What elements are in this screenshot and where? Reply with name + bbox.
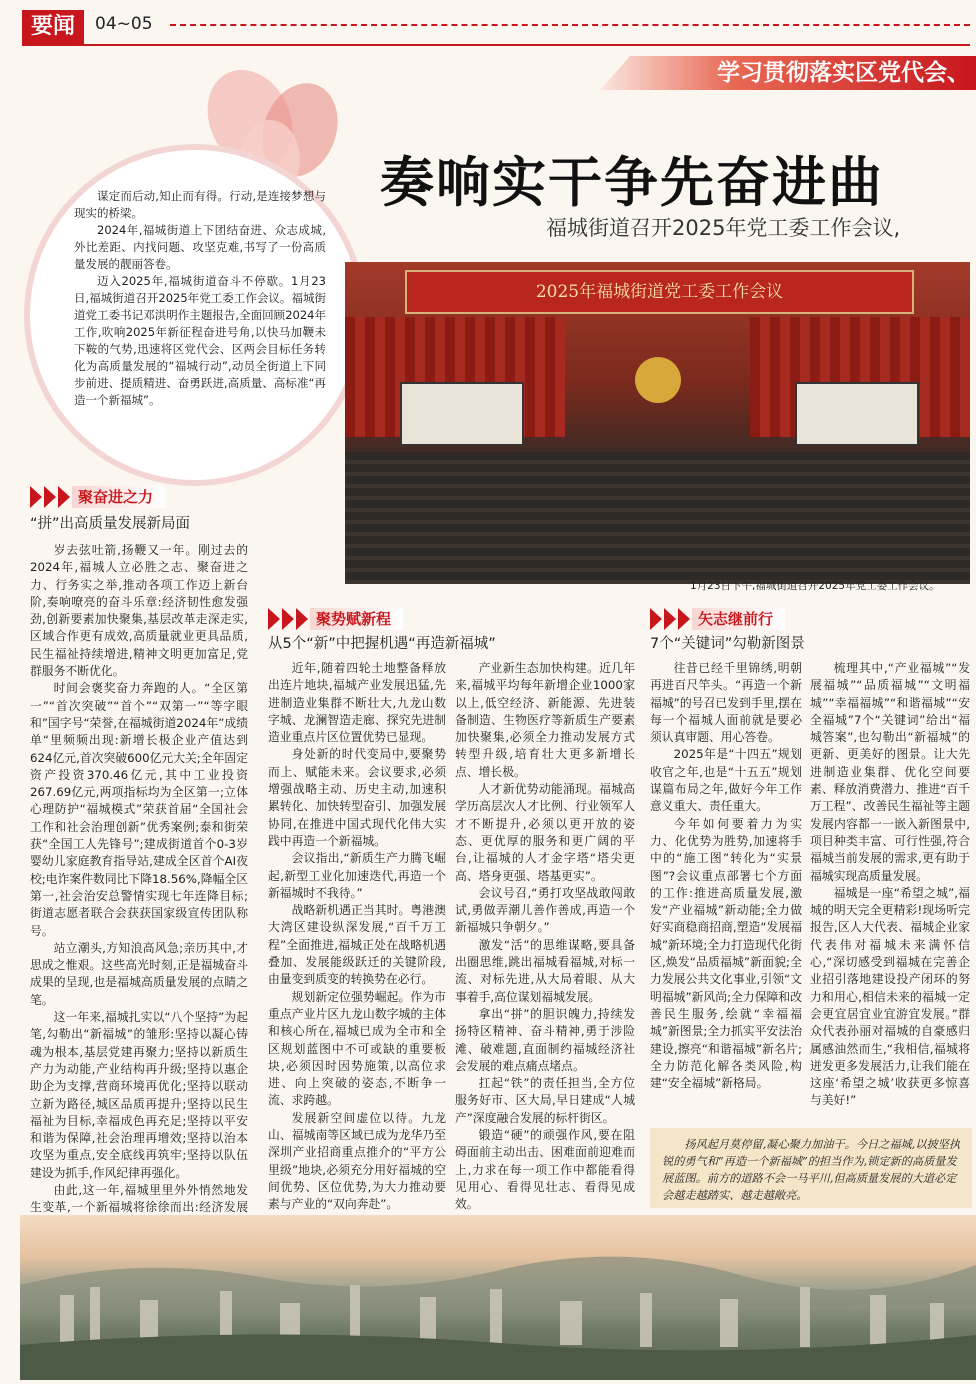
chevron-icon <box>678 608 690 630</box>
page-number: 04~05 <box>95 14 153 34</box>
section-1-heading <box>30 486 165 508</box>
subheadline: 福城街道召开2025年党工委工作会议, <box>546 216 901 240</box>
header-dash-rule <box>170 24 970 26</box>
paragraph: 规划新定位强势崛起。作为市重点产业片区九龙山数字城的主体和核心所在,福城已成为全市和全区规划蓝图中不可或缺的重要板块,必须因时因势施策,以高位求进、向上突破的姿态,不断争一流、求跨越。 <box>268 989 446 1108</box>
party-emblem-icon <box>635 357 681 403</box>
chevron-icon <box>282 608 294 630</box>
paragraph: 近年,随着四轮土地整备释放出连片地块,福城产业发展迅猛,先进制造业集群不断壮大,九龙山数字城、龙澜智造走廊、探究先进制造业重点片区位置优势已显现。 <box>268 661 446 745</box>
paragraph: 站立潮头,方知浪高风急;亲历其中,才思成之惟艰。这些高光时刻,正是福城奋斗成果的呈现,也是福城高质量发展的点睛之笔。 <box>30 940 248 1007</box>
paragraph: 福城是一座“希望之城”,福城的明天完全更精彩!现场听完报告,区人大代表、福城企业家代表伟对福城未来满怀信心,“深切感受到福城在完善企业招引落地建设投产闭环的努力和用心,相信未来的福城一定会更宜居宜业宜游宜发展。”群众代表孙丽对福城的自豪感归属感油然而生,“我相信,福城将迸发更多发展活力,让我们能在这座‘希望之城’收获更多惊喜与美好!” <box>810 885 970 1108</box>
section-3-label: 矢志继前行 <box>692 608 785 630</box>
paragraph: 岁去弦吐箭,扬鞭又一年。刚过去的2024年,福城人立必胜之志、聚奋进之力、行务实之举,推动各项工作迈上新台阶,奏响嘹亮的奋斗乐章:经济韧性愈发强劲,创新要素加快聚集,基层改革走深走实,区域合作更有成效,高质量就业更具品质,民生福祉持续增进,精神文明更加富足,党群服务不断优化。 <box>30 543 248 679</box>
section-2-body-col1 <box>268 660 446 1212</box>
topic-banner-text: 学习贯彻落实区党代会、 <box>717 60 970 86</box>
paragraph: 往昔已经千里锦绣,明朝再进百尺竿头。“再造一个新福城”的号召已发到手里,摆在每一个福城人面前就是要必须认真审题、用心答卷。 <box>650 661 802 745</box>
chevron-icon <box>58 486 70 508</box>
paragraph: 会议指出,“新质生产力腾飞崛起,新型工业化加速迭代,再造一个新福城时不我待。” <box>268 851 446 900</box>
headline: 奏响实干争先奋进曲 <box>380 151 884 214</box>
intro-paragraph: 2024年,福城街道上下团结奋进、众志成城,外比差距、内找问题、攻坚克难,书写了一份高质量发展的靓丽答卷。 <box>74 223 326 271</box>
paragraph: 今年如何要着力为实力、化优势为胜势,加速将手中的“施工图”转化为“实景图”?会议重点部署七个方面的工作:推进高质量发展,激发“产业福城”新动能;全力做好实商稳商招商,塑造“发展福城”新环境;全力打造现代化街区,焕发“品质福城”新面貌;全力发展公共文化事业,引领“文明福城”新风尚;全力保障和改善民生服务,绘就“幸福福城”新图景;全力抓实平安法治建设,擦亮“和谐福城”新名片;全力防范化解各类风险,构建“安全福城”新格局。 <box>650 816 802 1091</box>
paragraph: 身处新的时代变局中,要聚势而上、赋能未来。会议要求,必须增强战略主动、历史主动,加速积累转化、加快转型奋引、加强发展协同,在推进中国式现代化伟大实践中再造一个新福城。 <box>268 747 446 848</box>
intro-text <box>30 150 360 409</box>
paragraph: 梳理其中,“产业福城”“发展福城”“品质福城”“文明福城”“幸福福城”“和谐福城”“安全福城”7个“关键词”给出“福城答案”,也勾勒出“新福城”的更新、更美好的图景。让大先进制造业集群、优化空间要素、释放消费潜力、推进“百千万工程”、改善民生福祉等主题发展内容都一一嵌入新图景中,项目种类丰富、可行性强,符合福城当前发展的需求,更有助于福城实现高质量发展。 <box>810 661 970 883</box>
closing-quote: 扬风起月莫停留,凝心聚力加油干。今日之福城,以披坚执锐的勇气和“再造一个新福城”的担当作为,锁定新的高质量发展蓝图。前方的道路不会一马平川,但高质量发展的大道必定会越走越踏实、越走越敞亮。 <box>662 1138 961 1202</box>
section-3-heading <box>650 608 785 630</box>
projection-screen-left <box>400 382 524 446</box>
chevron-icon <box>44 486 56 508</box>
paragraph: 产业新生态加快构建。近几年来,福城平均每年新增企业1000家以上,低空经济、新能源、先进装备制造、生物医疗等新质生产要素加快聚集,必须全力推动发展方式转型升级,培育壮大更多新增长点、增长极。 <box>455 661 635 779</box>
paragraph: 激发“活”的思维谋略,要具备出圈思维,跳出福城看福城,对标一流、对标先进,从大局着眼、从大事着手,高位谋划福城发展。 <box>455 937 635 1004</box>
paragraph: 时间会褒奖奋力奔跑的人。“全区第一”“首次突破”“首个”“双第一”“等字眼和”国字号“荣誉,在福城街道2024年”成绩单“里频频出现:新增长极企业产值达到624亿元,首次突破600亿元大关;全年固定资产投资370.46亿元,其中工业投资267.69亿元,两项指标均为全区第一;立体心理防护“福城模式”荣获首届“全国社会工作和社会治理创新”优秀案例;泰和街荣获“全国工人先锋号”;建成街道首个0-3岁婴幼儿家庭教育指导站,建成全区首个AI夜校;电诈案件数同比下降18.56%,降幅全区第一,社会治安总警情实现七年连降目标;街道志愿者联合会获获国家级宣传团队称号。 <box>30 681 248 938</box>
intro-circle <box>30 150 360 480</box>
chevron-icon <box>296 608 308 630</box>
section-1-body <box>30 542 248 1215</box>
audience-rows <box>345 452 970 584</box>
paragraph: 战略新机遇正当其时。粤港澳大湾区建设纵深发展,“百千万工程”全面推进,福城正处在战略机遇叠加、发展能级跃迁的关键阶段,由量变到质变的转换势在必行。 <box>268 903 446 987</box>
projection-screen-right <box>795 382 919 446</box>
section-1-subtitle: “拼”出高质量发展新局面 <box>30 516 191 532</box>
chevron-icon <box>664 608 676 630</box>
city-skyline-icon <box>20 1215 976 1380</box>
section-3-body-col2 <box>810 660 970 1122</box>
closing-quote-box <box>650 1128 972 1208</box>
paragraph: 锻造“硬”的顽强作风,要在阻碍面前主动出击、困难面前迎难而上,力求在每一项工作中都能看得见用心、看得见壮志、看得见成效。 <box>455 1128 635 1212</box>
paragraph: 发展新空间虚位以待。九龙山、福城南等区域已成为龙华乃至深圳产业招商重点推介的“平方公里级”地块,必须充分用好福城的空间优势、区位优势,为大力推动要素与产业的“双向奔赴”。 <box>268 1110 446 1212</box>
intro-paragraph: 迈入2025年,福城街道奋斗不停歇。1月23日,福城街道召开2025年党工委工作会议。福城街道党工委书记邓洪明作主题报告,全面回顾2024年工作,吹响2025年新征程奋进号角,以快马加鞭未下鞍的气势,迅速将区党代会、区两会目标任务转化为高质量发展的“福城行动”,动员全街道上下同步前进、提质精进、奋勇跃进,高质量、高标准“再造一个新福城”。 <box>74 274 326 407</box>
section-3-subtitle: 7个“关键词”勾勒新图景 <box>650 636 805 652</box>
section-2-body-col2 <box>455 660 635 1212</box>
chevron-icon <box>30 486 42 508</box>
section-tag: 要闻 <box>22 10 84 44</box>
section-1-label: 聚奋进之力 <box>72 486 165 508</box>
paragraph: 这一年来,福城扎实以“八个坚持”为起笔,勾勒出“新福城”的雏形:坚持以凝心铸魂为根本,基层党建再聚力;坚持以新质生产力为动能,产业结构再升级;坚持以惠企助企为支撑,营商环境再优化;坚持以联动立新为路径,城区品质再提升;坚持以民生福祉为目标,幸福成色再充足;坚持以平安和谐为保障,社会治理再增效;坚持以治本攻坚为重点,安全底线再筑牢;坚持以队伍建设为抓手,作风纪律再强化。 <box>30 1010 248 1180</box>
section-3-body-col1 <box>650 660 802 1122</box>
chevron-icon <box>268 608 280 630</box>
meeting-photo <box>345 262 970 584</box>
photo-caption: 1月23日下午,福城街道召开2025年党工委工作会议。 <box>690 580 940 592</box>
intro-paragraph: 谋定而后动,知止而有得。行动,是连接梦想与现实的桥梁。 <box>74 189 326 220</box>
paragraph: 扛起“铁”的责任担当,全方位服务好市、区大局,早日建成“人城产”深度融合发展的标杆街区。 <box>455 1076 635 1125</box>
paragraph: 拿出“拼”的胆识魄力,持续发扬特区精神、奋斗精神,勇于涉险滩、破难题,直面制约福城经济社会发展的难点痛点堵点。 <box>455 1006 635 1073</box>
chevron-icon <box>650 608 662 630</box>
header-rule <box>22 44 970 46</box>
city-panorama-photo <box>20 1215 976 1380</box>
paragraph: 2025年是“十四五”规划收官之年,也是“十五五”规划谋篇布局之年,做好今年工作意义重大、责任重大。 <box>650 747 802 814</box>
section-2-label: 聚势赋新程 <box>310 608 403 630</box>
section-2-heading <box>268 608 403 630</box>
paragraph: 会议号召,“勇打攻坚战敢闯敢试,勇做弄潮儿善作善成,再造一个新福城只争朝夕。” <box>455 885 635 935</box>
paragraph: 人才新优势动能涌现。福城高学历高层次人才比例、行业领军人才不断提升,必须以更开放的姿态、更优厚的服务和更广阔的平台,让福城的人才金字塔“塔尖更高、塔身更强、塔基更实”。 <box>455 782 635 883</box>
paragraph: 由此,这一年,福城里里外外悄然地发生变革,一个新福城将徐徐而出:经济发展 <box>30 1182 248 1215</box>
section-2-subtitle: 从5个“新”中把握机遇“再造新福城” <box>268 636 496 652</box>
photo-screen-banner: 2025年福城街道党工委工作会议 <box>405 270 914 314</box>
